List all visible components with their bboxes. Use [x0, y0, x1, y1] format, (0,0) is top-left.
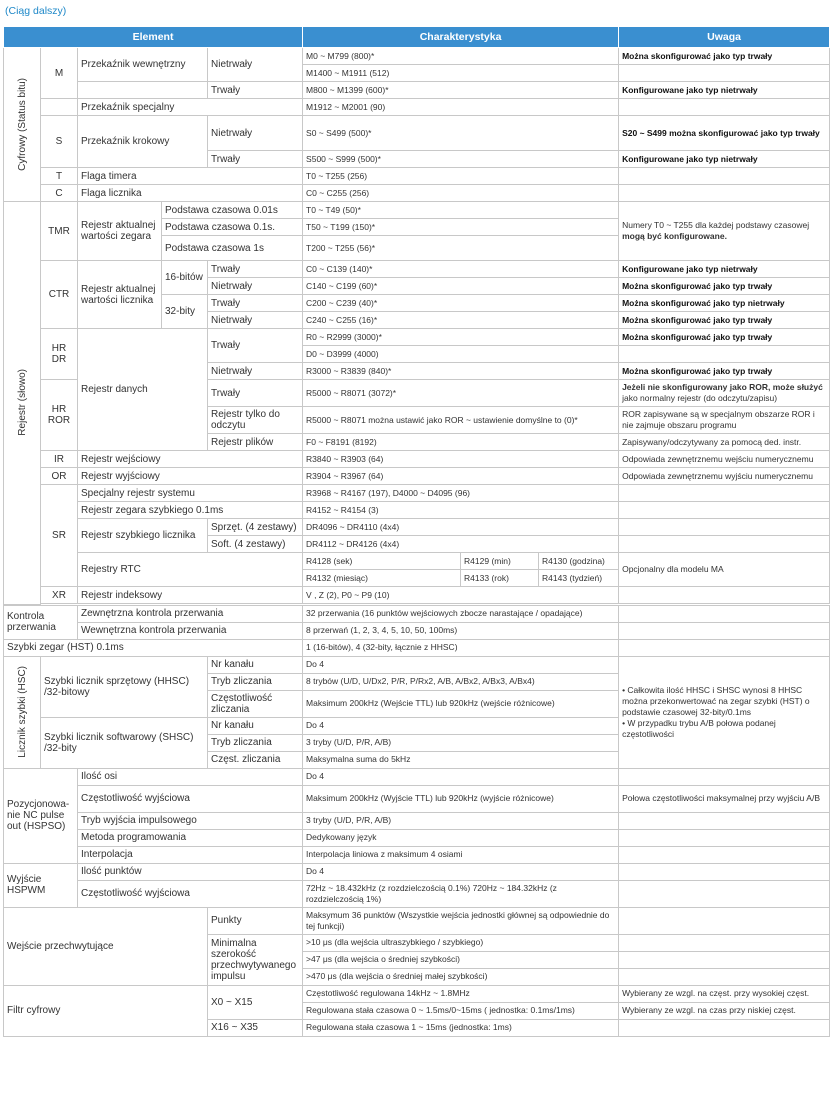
- table-cell: Można skonfigurować jako typ trwały: [619, 48, 830, 65]
- table-cell: >470 μs (dla wejścia o średniej małej szybkości): [303, 968, 619, 985]
- table-cell: Konfigurowane jako typ nietrwały: [619, 151, 830, 168]
- table-cell: V , Z (2), P0 ~ P9 (10): [303, 587, 619, 604]
- table-cell: R3968 ~ R4167 (197), D4000 ~ D4095 (96): [303, 485, 619, 502]
- table-cell: Trwały: [208, 380, 303, 407]
- table-cell: [619, 99, 830, 116]
- table-cell: Kontrola przerwania: [4, 605, 78, 639]
- table-cell: [619, 934, 830, 951]
- table-cell: 8 trybów (U/D, U/Dx2, P/R, P/Rx2, A/B, A/Bx2, A/Bx3, A/Bx4): [303, 673, 619, 690]
- table-cell: Podstawa czasowa 1s: [162, 236, 303, 261]
- table-cell: T200 ~ T255 (56)*: [303, 236, 619, 261]
- table-cell: Nietrwały: [208, 363, 303, 380]
- table-cell: >47 μs (dla wejścia o średniej szybkości): [303, 951, 619, 968]
- table-cell: R3904 ~ R3967 (64): [303, 468, 619, 485]
- table-cell: [619, 1019, 830, 1036]
- table-cell: C240 ~ C255 (16)*: [303, 312, 619, 329]
- header-row: [4, 27, 830, 48]
- table-cell: Regulowana stała czasowa 0 ~ 1.5ms/0~15ms ( jednostka: 0.1ms/1ms): [303, 1002, 619, 1019]
- continued-label: (Ciąg dalszy): [5, 5, 67, 17]
- table-cell: ROR zapisywane są w specjalnym obszarze ROR i nie zajmuje obszaru programu: [619, 407, 830, 434]
- table-cell: R3840 ~ R3903 (64): [303, 451, 619, 468]
- table-cell: Nietrwały: [208, 312, 303, 329]
- table-cell: Maksimum 200kHz (Wyjście TTL) lub 920kHz (wyjście różnicowe): [303, 785, 619, 812]
- table-cell: [619, 768, 830, 785]
- table-cell: Można skonfigurować jako typ trwały: [619, 329, 830, 346]
- table-cell: Rejestr indeksowy: [78, 587, 303, 604]
- table-cell: M0 ~ M799 (800)*: [303, 48, 619, 65]
- table-cell: R5000 ~ R8071 (3072)*: [303, 380, 619, 407]
- table-cell: Maksymum 36 punktów (Wszystkie wejścia jednostki głównej są odpowiednie do tej funkcji): [303, 907, 619, 934]
- table-cell: Interpolacja: [78, 846, 303, 863]
- table-cell: Wybierany ze wzgl. na częst. przy wysokiej częst.: [619, 985, 830, 1002]
- table-cell: R4129 (min): [461, 553, 539, 570]
- table-cell: [619, 346, 830, 363]
- table-cell: T: [41, 168, 78, 185]
- table-cell: Częstotliwość regulowana 14kHz ~ 1.8MHz: [303, 985, 619, 1002]
- table-cell: [619, 65, 830, 82]
- table-cell: [78, 82, 208, 99]
- table-cell: Trwały: [208, 329, 303, 363]
- table-cell: 72Hz ~ 18.432kHz (z rozdzielczością 0.1%) 720Hz ~ 184.32kHz (z rozdzielczością 1%): [303, 880, 619, 907]
- table-cell: Szybki zegar (HST) 0.1ms: [4, 639, 303, 656]
- m-internal: Przekaźnik wewnętrzny: [78, 48, 208, 82]
- header-characteristic: Charakterystyka: [303, 27, 619, 48]
- group-register: Rejestr (słowo): [4, 202, 41, 605]
- table-cell: C200 ~ C239 (40)*: [303, 295, 619, 312]
- table-cell: Do 4: [303, 863, 619, 880]
- table-cell: Można skonfigurować jako typ trwały: [619, 363, 830, 380]
- table-cell: Flaga timera: [78, 168, 303, 185]
- table-cell: Odpowiada zewnętrznemu wyjściu numerycznemu: [619, 468, 830, 485]
- table-cell: Przekaźnik krokowy: [78, 116, 208, 168]
- table-cell: R4133 (rok): [461, 570, 539, 587]
- table-cell: Tryb zliczania: [208, 734, 303, 751]
- table-cell: 32-bity: [162, 295, 208, 329]
- table-cell: [619, 639, 830, 656]
- table-cell: Konfigurowane jako typ nietrwały: [619, 82, 830, 99]
- table-cell: Rejestr wejściowy: [78, 451, 303, 468]
- table-cell: Trwały: [208, 82, 303, 99]
- table-cell: Maksimum 200kHz (Wejście TTL) lub 920kHz (wejście różnicowe): [303, 690, 619, 717]
- table-cell: DR4096 ~ DR4110 (4x4): [303, 519, 619, 536]
- table-cell: X16 ~ X35: [208, 1019, 303, 1036]
- m-nonvolatile: Nietrwały: [208, 48, 303, 82]
- table-cell: Opcjonalny dla modelu MA: [619, 553, 830, 587]
- table-cell: R5000 ~ R8071 można ustawić jako ROR ~ ustawienie domyślne to (0)*: [303, 407, 619, 434]
- table-cell: Częstotliwość zliczania: [208, 690, 303, 717]
- table-cell: Tryb zliczania: [208, 673, 303, 690]
- table-cell: [619, 951, 830, 968]
- table-cell: Metoda programowania: [78, 829, 303, 846]
- table-cell: M800 ~ M1399 (600)*: [303, 82, 619, 99]
- table-cell: Szybki licznik sprzętowy (HHSC) /32-bitowy: [41, 656, 208, 717]
- table-cell: SR: [41, 485, 78, 587]
- table-cell: Rejestr wyjściowy: [78, 468, 303, 485]
- table-cell: [619, 622, 830, 639]
- table-cell: Licznik szybki (HSC): [4, 656, 41, 768]
- table-cell: C: [41, 185, 78, 202]
- table-cell: Dedykowany język: [303, 829, 619, 846]
- table-cell: [41, 99, 78, 116]
- table-cell: [619, 829, 830, 846]
- table-cell: Można skonfigurować jako typ trwały: [619, 312, 830, 329]
- header-note: Uwaga: [619, 27, 830, 48]
- table-cell: Rejestr zegara szybkiego 0.1ms: [78, 502, 303, 519]
- table-cell: Rejestr tylko do odczytu: [208, 407, 303, 434]
- table-cell: 32 przerwania (16 punktów wejściowych zbocze narastające / opadające): [303, 605, 619, 622]
- table-cell: Trwały: [208, 151, 303, 168]
- table-cell: [619, 185, 830, 202]
- table-cell: Przekaźnik specjalny: [78, 99, 303, 116]
- table-cell: Rejestr plików: [208, 434, 303, 451]
- table-cell: R4132 (miesiąc): [303, 570, 461, 587]
- table-cell: 16-bitów: [162, 261, 208, 295]
- group-digital: Cyfrowy (Status bitu): [4, 48, 41, 202]
- table-cell: XR: [41, 587, 78, 604]
- table-cell: Specjalny rejestr systemu: [78, 485, 303, 502]
- table-cell: Połowa częstotliwości maksymalnej przy wyjściu A/B: [619, 785, 830, 812]
- code-m: M: [41, 48, 78, 99]
- table-cell: C0 ~ C255 (256): [303, 185, 619, 202]
- table-cell: 3 tryby (U/D, P/R, A/B): [303, 734, 619, 751]
- table-cell: CTR: [41, 261, 78, 329]
- table-cell: 1 (16-bitów), 4 (32-bity, łącznie z HHSC): [303, 639, 619, 656]
- table-cell: Ilość osi: [78, 768, 303, 785]
- table-cell: Rejestr aktualnej wartości zegara: [78, 202, 162, 261]
- table-cell: T50 ~ T199 (150)*: [303, 219, 619, 236]
- table-cell: HR DR: [41, 329, 78, 380]
- table-cell: Jeżeli nie skonfigurowany jako ROR, może służyć jako normalny rejestr (do odczytu/zapisu): [619, 380, 830, 407]
- table-cell: T0 ~ T49 (50)*: [303, 202, 619, 219]
- table-cell: Podstawa czasowa 0.1s.: [162, 219, 303, 236]
- table-cell: R0 ~ R2999 (3000)*: [303, 329, 619, 346]
- table-cell: C140 ~ C199 (60)*: [303, 278, 619, 295]
- table-cell: Można skonfigurować jako typ nietrwały: [619, 295, 830, 312]
- table-cell: Częstotliwość wyjściowa: [78, 785, 303, 812]
- table-cell: Konfigurowane jako typ nietrwały: [619, 261, 830, 278]
- table-cell: >10 μs (dla wejścia ultraszybkiego / szybkiego): [303, 934, 619, 951]
- table-cell: [619, 485, 830, 502]
- table-cell: [619, 536, 830, 553]
- table-cell: M1912 ~ M2001 (90): [303, 99, 619, 116]
- table-cell: Nietrwały: [208, 278, 303, 295]
- table-cell: Ilość punktów: [78, 863, 303, 880]
- table-cell: S: [41, 116, 78, 168]
- table-cell: Trwały: [208, 295, 303, 312]
- table-cell: TMR: [41, 202, 78, 261]
- table-cell: Nietrwały: [208, 116, 303, 151]
- table-cell: Do 4: [303, 717, 619, 734]
- table-cell: [619, 587, 830, 604]
- table-cell: [619, 863, 830, 880]
- table-cell: R4152 ~ R4154 (3): [303, 502, 619, 519]
- table-cell: Punkty: [208, 907, 303, 934]
- table-cell: • Całkowita ilość HHSC i SHSC wynosi 8 HHSC można przekonwertować na zegar szybki (HST) o podstawie czasowej 32-bity/0.1ms • W przypadku trybu A/B połowa podanej częstotliwości: [619, 656, 830, 768]
- table-cell: [619, 519, 830, 536]
- table-cell: C0 ~ C139 (140)*: [303, 261, 619, 278]
- table-cell: M1400 ~ M1911 (512): [303, 65, 619, 82]
- table-cell: Podstawa czasowa 0.01s: [162, 202, 303, 219]
- table-cell: F0 ~ F8191 (8192): [303, 434, 619, 451]
- table-cell: [619, 846, 830, 863]
- table-cell: Nr kanału: [208, 717, 303, 734]
- table-cell: Rejestr danych: [78, 329, 208, 451]
- table-cell: R4143 (tydzień): [539, 570, 619, 587]
- table-cell: Regulowana stała czasowa 1 ~ 15ms (jednostka: 1ms): [303, 1019, 619, 1036]
- table-cell: Trwały: [208, 261, 303, 278]
- table-cell: Maksymalna suma do 5kHz: [303, 751, 619, 768]
- table-cell: S500 ~ S999 (500)*: [303, 151, 619, 168]
- table-cell: [619, 502, 830, 519]
- table-cell: 8 przerwań (1, 2, 3, 4, 5, 10, 50, 100ms): [303, 622, 619, 639]
- table-cell: Do 4: [303, 768, 619, 785]
- table-cell: Interpolacja liniowa z maksimum 4 osiami: [303, 846, 619, 863]
- table-cell: Do 4: [303, 656, 619, 673]
- table-cell: D0 ~ D3999 (4000): [303, 346, 619, 363]
- table-cell: Odpowiada zewnętrznemu wejściu numerycznemu: [619, 451, 830, 468]
- table-cell: Filtr cyfrowy: [4, 985, 208, 1036]
- table-cell: Zewnętrzna kontrola przerwania: [78, 605, 303, 622]
- header-element: Element: [4, 27, 303, 48]
- table-cell: [619, 880, 830, 907]
- table-cell: Można skonfigurować jako typ trwały: [619, 278, 830, 295]
- table-cell: [619, 605, 830, 622]
- table-cell: R3000 ~ R3839 (840)*: [303, 363, 619, 380]
- table-cell: DR4112 ~ DR4126 (4x4): [303, 536, 619, 553]
- table-cell: IR: [41, 451, 78, 468]
- table-cell: Sprzęt. (4 zestawy): [208, 519, 303, 536]
- table-cell: Zapisywany/odczytywany za pomocą ded. instr.: [619, 434, 830, 451]
- table-cell: Tryb wyjścia impulsowego: [78, 812, 303, 829]
- table-cell: Szybki licznik softwarowy (SHSC) /32-bity: [41, 717, 208, 768]
- table-cell: X0 ~ X15: [208, 985, 303, 1019]
- table-cell: [619, 168, 830, 185]
- table-cell: S20 ~ S499 można skonfigurować jako typ trwały: [619, 116, 830, 151]
- table-cell: [619, 968, 830, 985]
- spec-table: [3, 26, 830, 1037]
- table-cell: 3 tryby (U/D, P/R, A/B): [303, 812, 619, 829]
- table-cell: Rejestr szybkiego licznika: [78, 519, 208, 553]
- table-cell: Wewnętrzna kontrola przerwania: [78, 622, 303, 639]
- table-cell: Wejście przechwytujące: [4, 907, 208, 985]
- table-cell: Flaga licznika: [78, 185, 303, 202]
- table-cell: R4130 (godzina): [539, 553, 619, 570]
- table-cell: Rejestr aktualnej wartości licznika: [78, 261, 162, 329]
- table-cell: S0 ~ S499 (500)*: [303, 116, 619, 151]
- table-cell: Częst. zliczania: [208, 751, 303, 768]
- table-cell: Wyjście HSPWM: [4, 863, 78, 907]
- table-cell: OR: [41, 468, 78, 485]
- table-cell: Numery T0 ~ T255 dla każdej podstawy czasowej mogą być konfigurowane.: [619, 202, 830, 261]
- table-cell: Nr kanału: [208, 656, 303, 673]
- table-cell: Soft. (4 zestawy): [208, 536, 303, 553]
- table-cell: T0 ~ T255 (256): [303, 168, 619, 185]
- table-cell: R4128 (sek): [303, 553, 461, 570]
- table-cell: Minimalna szerokość przechwytywanego impulsu: [208, 934, 303, 985]
- table-cell: [619, 812, 830, 829]
- table-cell: Rejestry RTC: [78, 553, 303, 587]
- table-cell: Wybierany ze wzgl. na czas przy niskiej częst.: [619, 1002, 830, 1019]
- table-cell: HR ROR: [41, 380, 78, 451]
- table-cell: Pozycjonowa- nie NC pulse out (HSPSO): [4, 768, 78, 863]
- table-cell: [619, 907, 830, 934]
- table-cell: Częstotliwość wyjściowa: [78, 880, 303, 907]
